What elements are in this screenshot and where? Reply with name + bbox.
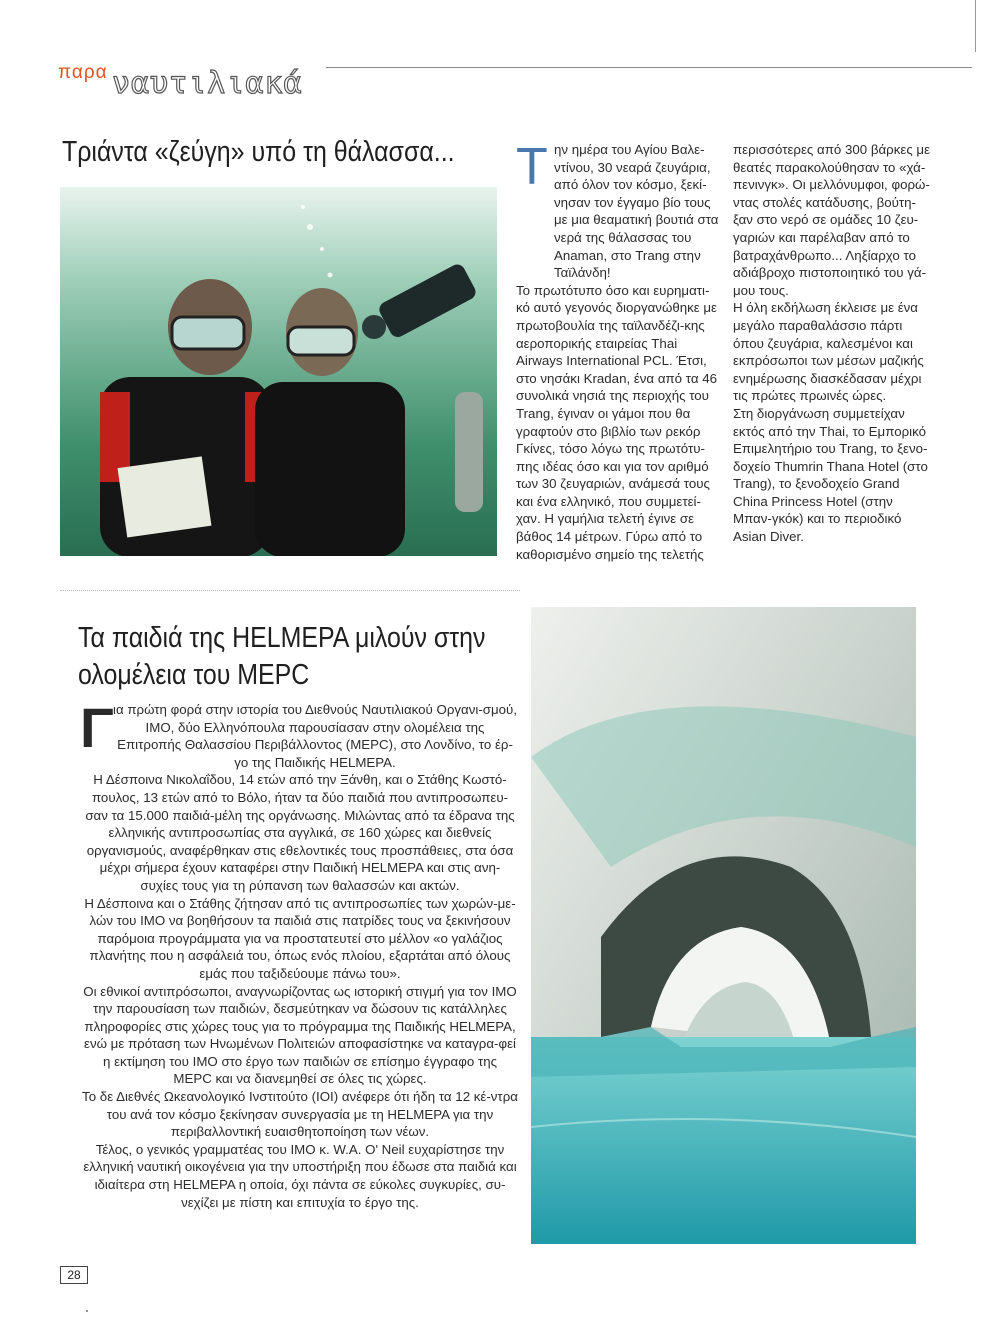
section-title: ναυτιλιακά — [112, 66, 303, 101]
page-fold-line — [975, 0, 976, 52]
article2-paragraph: Η Δέσποινα και ο Στάθης ζήτησαν από τις αντιπροσωπίες των χωρών-με-λών του ΙΜΟ να βοηθήσουν τα παιδιά στις πατρίδες τους να ξεκινήσουν παρόμοια προγράμματα για να προστατευτεί στο μέλλον «ο γαλάζιος πλανήτης που η ασφάλειά του, όπως ενός πλοίου, εξαρτάται από όλους εμάς που ταξιδεύουμε πάνω του». — [84, 895, 516, 981]
article1-paragraph: περισσότερες από 300 βάρκες με θεατές παρακολούθησαν το «χά-πενινγκ». Οι μελλόνυμφοι, φορώ-ντας στολές κατάδυσης, βούτη-ξαν στο νερό σε ομάδες 10 ζευ-γαριών και παρέλαβαν από το βατραχάνθρωπο... Ληξίαρχο το αδιάβροχο πιστοποιητικό του γά-μου τους. — [733, 142, 931, 298]
article2-lead: ια πρώτη φορά στην ιστορία του Διεθνούς Ναυτιλιακού Οργανι-σμού, ΙΜΟ, δύο Ελληνόπουλα παρουσίασαν στην ολομέλεια της Επιτροπής Θαλασσίου Περιβάλλοντος (MEPC), στο Λονδίνο, το έρ-γο της Παιδικής HELMEPA. — [113, 702, 517, 770]
section-separator — [60, 590, 520, 592]
article2-paragraph: Τέλος, ο γενικός γραμματέας του ΙΜΟ κ. W.A. O' Neil ευχαρίστησε την ελληνική ναυτική οικογένεια για την υποστήριξη που έδωσε στα παιδιά και ιδιαίτερα στη HELMEPA η οποία, όχι πάντα σε εύκολες συγκυρίες, συ-νεχίζει με πίστη και επιτυχία το έργο της. — [83, 1141, 517, 1210]
article2-dropcap: Γ — [80, 696, 114, 759]
sea-cave-photo — [531, 607, 916, 1244]
article2-paragraph: Το δε Διεθνές Ωκεανολογικό Ινστιτούτο (ΙΟΙ) ανέφερε ότι ήδη τα 12 κέ-ντρα του ανά τον κόσμο ξεκίνησαν συνεργασία με τη HELMEPA για την περιβαλλοντική ευαισθητοποίηση των νέων. — [82, 1089, 518, 1140]
article1-paragraph: Η όλη εκδήλωση έκλεισε με ένα μεγάλο παραθαλάσσιο πάρτι όπου ζευγάρια, καλεσμένοι και εκπρόσωποι των μέσων μαζικής ενημέρωσης διασκέδασαν μέχρι τις πρώτες πρωινές ώρες. — [733, 300, 924, 404]
article1-title: Τριάντα «ζεύγη» υπό τη θάλασσα... — [62, 136, 455, 168]
article1-dropcap: Τ — [516, 138, 548, 196]
article2-body — [80, 696, 518, 1211]
section-kicker: παρα — [58, 62, 108, 83]
article1-paragraph: Στη διοργάνωση συμμετείχαν εκτός από την Thai, το Εμπορικό Επιμελητήριο του Trang, το ξενο-δοχείο Thumrin Thana Hotel (στο Trang), το ξενοδοχείο Grand China Princess Hotel (στην Μπαν-γκόκ) και το περιοδικό Asian Diver. — [733, 405, 928, 545]
article1-column-1 — [516, 138, 723, 563]
article2-paragraph: Η Δέσποινα Νικολαΐδου, 14 ετών από την Ξάνθη, και ο Στάθης Κωστό-πουλος, 13 ετών από το Βόλο, ήταν τα δύο παιδιά που αντιπροσωπευ-σαν τα 15.000 παιδιά-μέλη της οργάνωσης. Μιλώντας από τα έδρανα της ελληνικής αντιπροσωπίας στα αγγλικά, σε 160 χώρες και διεθνείς οργανισμούς, αναφέρθηκαν στις εθελοντικές τους προσπάθειες, στα όσα μέχρι σήμερα έχουν καταφέρει στην Παιδική HELMEPA και στις ανη-συχίες τους για τη ρύπανση των θαλασσών και ακτών. — [85, 772, 515, 893]
article1-lead: ην ημέρα του Αγίου Βαλε-ντίνου, 30 νεαρά ζευγάρια, από όλον τον κόσμο, ξεκί-νησαν τον έγγαμο βίο τους με μια θεαματική βουτιά στα νερά της θάλασσας του Anaman, στο Trang στην Ταϊλάνδη! — [554, 142, 719, 281]
article2-paragraph: Οι εθνικοί αντιπρόσωποι, αναγνωρίζοντας ως ιστορική στιγμή για τον ΙΜΟ την παρουσίαση των παιδιών, δεσμεύτηκαν να δώσουν τις κατάλληλες πληροφορίες στις χώρες τους για το πρόγραμμα της Παιδικής HELMEPA, ενώ με πρόταση των Ηνωμένων Πολιτειών αποφασίστηκε να καταγρα-φεί η εκτίμηση του ΙΜΟ στο έργο των παιδιών σε επίσημο έγγραφο της MEPC και να διανεμηθεί σε όλες τις χώρες. — [83, 983, 517, 1087]
divers-wedding-photo — [60, 187, 497, 556]
print-speck — [86, 1310, 88, 1312]
header-rule — [326, 67, 972, 68]
article1-paragraph: Το πρωτότυπο όσο και ευρηματι-κό αυτό γεγονός διοργανώθηκε με πρωτοβουλία της ταϊλανδέζι-κης αεροπορικής εταιρείας Thai Airways International PCL. Έτσι, στο νησάκι Kradan, ένα από τα 46 συνολικά νησιά της περιοχής του Trang, έγιναν οι γάμοι που θα γραφτούν στο βιβλίο των ρεκόρ Γκίνες, τόσο λόγω της πρωτότυ-πης ιδέας όσο και για τον αριθμό των 30 ζευγαριών, ανάμεσά τους και ένα ελληνικό, που συμμετεί-χαν. Η γαμήλια τελετή έγινε σε βάθος 14 μέτρων. Γύρω από το καθορισμένο σημείο της τελετής — [516, 282, 718, 562]
article2-title: Τα παιδιά της HELMEPA μιλούν στην ολομέλεια του MEPC — [78, 622, 486, 691]
page-number: 28 — [60, 1266, 88, 1284]
article1-column-2 — [733, 141, 933, 546]
